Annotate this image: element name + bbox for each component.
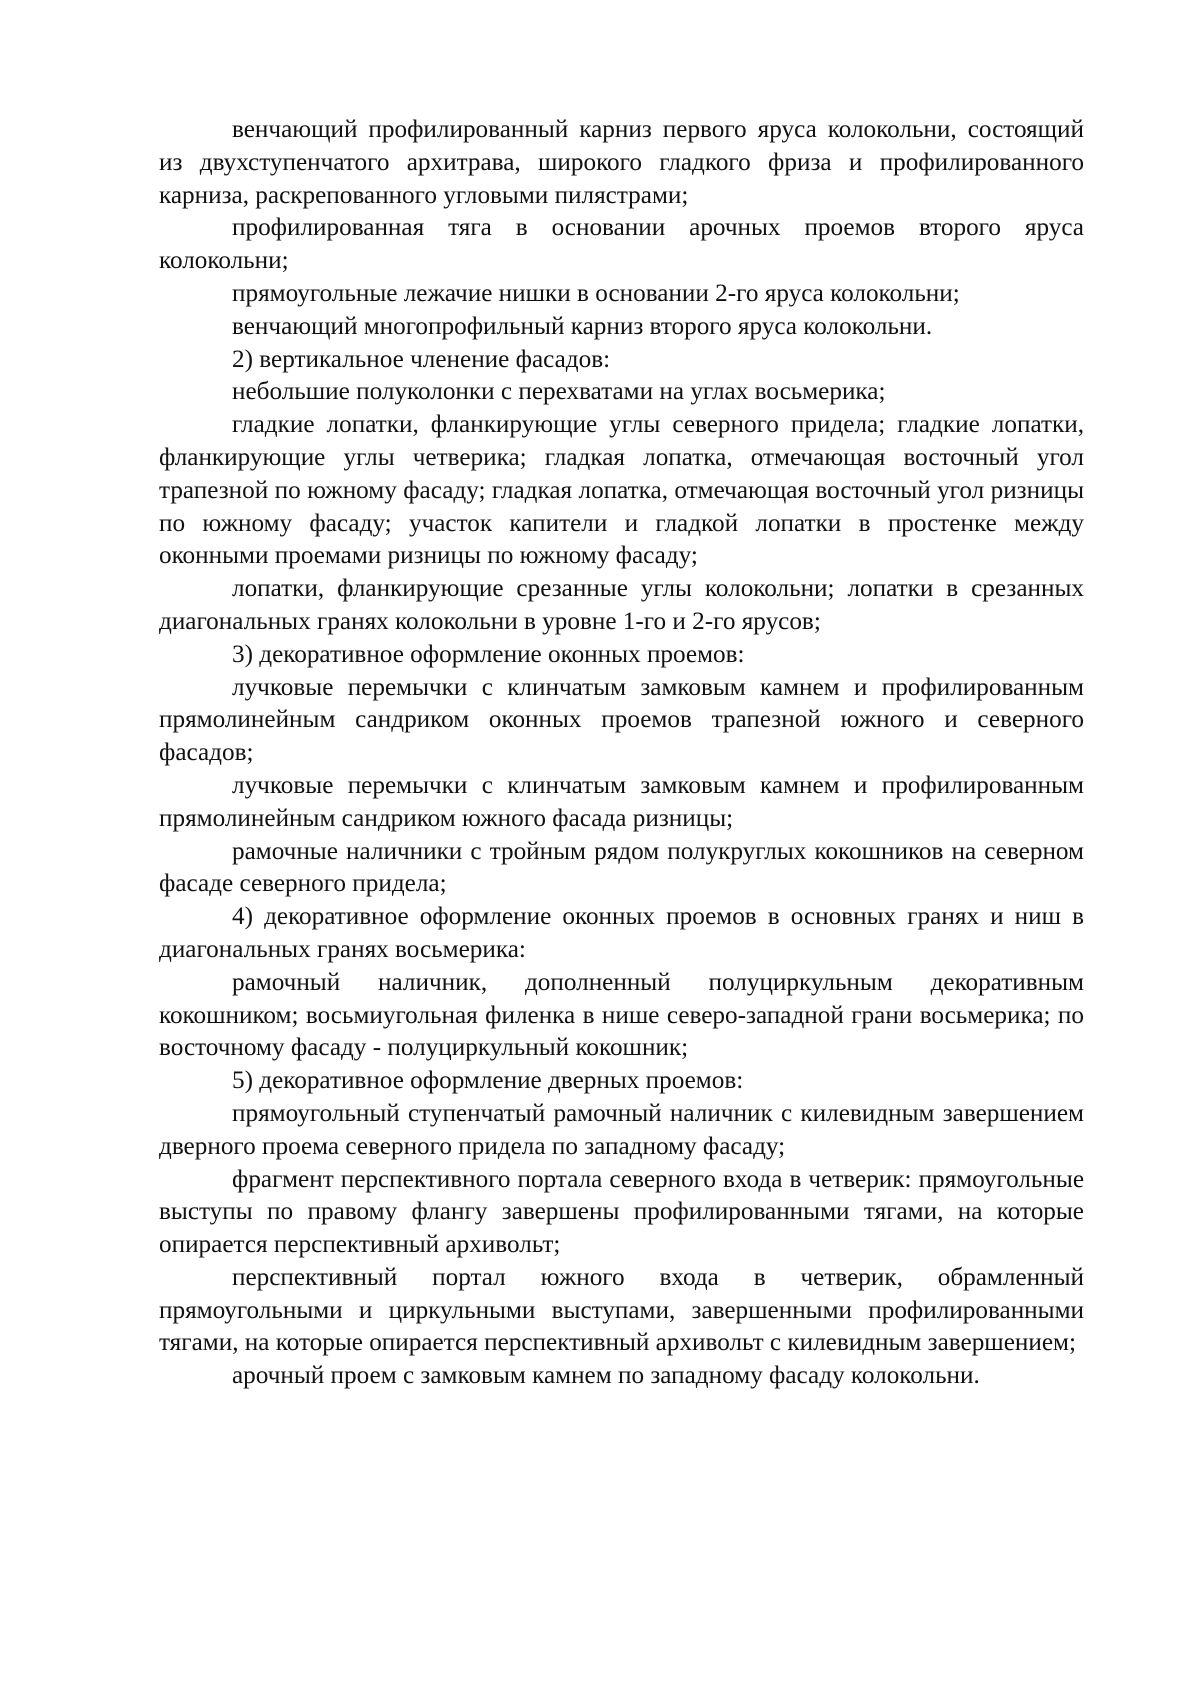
paragraph-door-platband: прямоугольный ступенчатый рамочный наличник с килевидным завершением дверного проема северного придела по западному фасаду; xyxy=(159,1099,1084,1160)
paragraph-bell-tower-pilasters: лопатки, фланкирующие срезанные углы колокольни; лопатки в срезанных диагональных гранях колокольни в уровне 1-го и 2-го ярусов; xyxy=(159,575,1084,635)
paragraph-cornice-second-tier: венчающий многопрофильный карниз второго яруса колокольни. xyxy=(232,312,933,340)
section-heading-vertical-division: 2) вертикальное членение фасадов: xyxy=(232,345,611,373)
paragraph-bell-tower-arch: арочный проем с замковым камнем по западному фасаду колокольни. xyxy=(232,1362,980,1390)
paragraph-north-portal: фрагмент перспективного портала северного входа в четверик: прямоугольные выступы по правому флангу завершены профилированными тягами, на которые опирается перспективный архивольт; xyxy=(159,1165,1084,1259)
section-heading-door-decoration: 5) декоративное оформление дверных проемов: xyxy=(232,1067,744,1095)
paragraph-south-portal: перспективный портал южного входа в четверик, обрамленный прямоугольными и циркульными выступами, завершенными профилированными тягами, на которые опирается перспективный архивольт с килевидным завершением; xyxy=(159,1263,1084,1357)
paragraph-refectory-lintels: лучковые перемычки с клинчатым замковым камнем и профилированным прямолинейным сандриком оконных проемов трапезной южного и северного фасадов; xyxy=(159,673,1084,767)
paragraph-cornice-first-tier: венчающий профилированный карниз первого яруса колокольни, состоящий из двухступенчатого архитрава, широкого гладкого фриза и профилированного карниза, раскрепованного угловыми пилястрами; xyxy=(159,116,1084,209)
document-body xyxy=(159,114,1084,1393)
section-heading-window-decoration: 3) декоративное оформление оконных проемов: xyxy=(232,640,745,668)
paragraph-smooth-pilasters: гладкие лопатки, фланкирующие углы северного придела; гладкие лопатки, фланкирующие углы четверика; гладкая лопатка, отмечающая восточный угол трапезной по южному фасаду; гладкая лопатка, отмечающая восточный угол ризницы по южному фасаду; участок капители и гладкой лопатки в простенке между оконными проемами ризницы по южному фасаду; xyxy=(159,411,1084,570)
paragraph-half-columns: небольшие полуколонки с перехватами на углах восьмерика; xyxy=(232,378,886,406)
paragraph-frame-platbands: рамочные наличники с тройным рядом полукруглых кокошников на северном фасаде северного придела; xyxy=(159,837,1084,898)
paragraph-arch-base-rod: профилированная тяга в основании арочных проемов второго яруса колокольни; xyxy=(159,214,1084,275)
paragraph-octagon-platband: рамочный наличник, дополненный полуциркульным декоративным кокошником; восьмиугольная филенка в нише северо-западной грани восьмерика; по восточному фасаду - полуциркульный кокошник; xyxy=(159,968,1084,1062)
paragraph-rectangular-niches: прямоугольные лежачие нишки в основании 2-го яруса колокольни; xyxy=(232,279,960,307)
section-heading-octagon-windows: 4) декоративное оформление оконных проемов в основных гранях и ниш в диагональных гранях восьмерика: xyxy=(159,903,1084,963)
paragraph-sacristy-lintels: лучковые перемычки с клинчатым замковым камнем и профилированным прямолинейным сандриком южного фасада ризницы; xyxy=(159,771,1084,832)
